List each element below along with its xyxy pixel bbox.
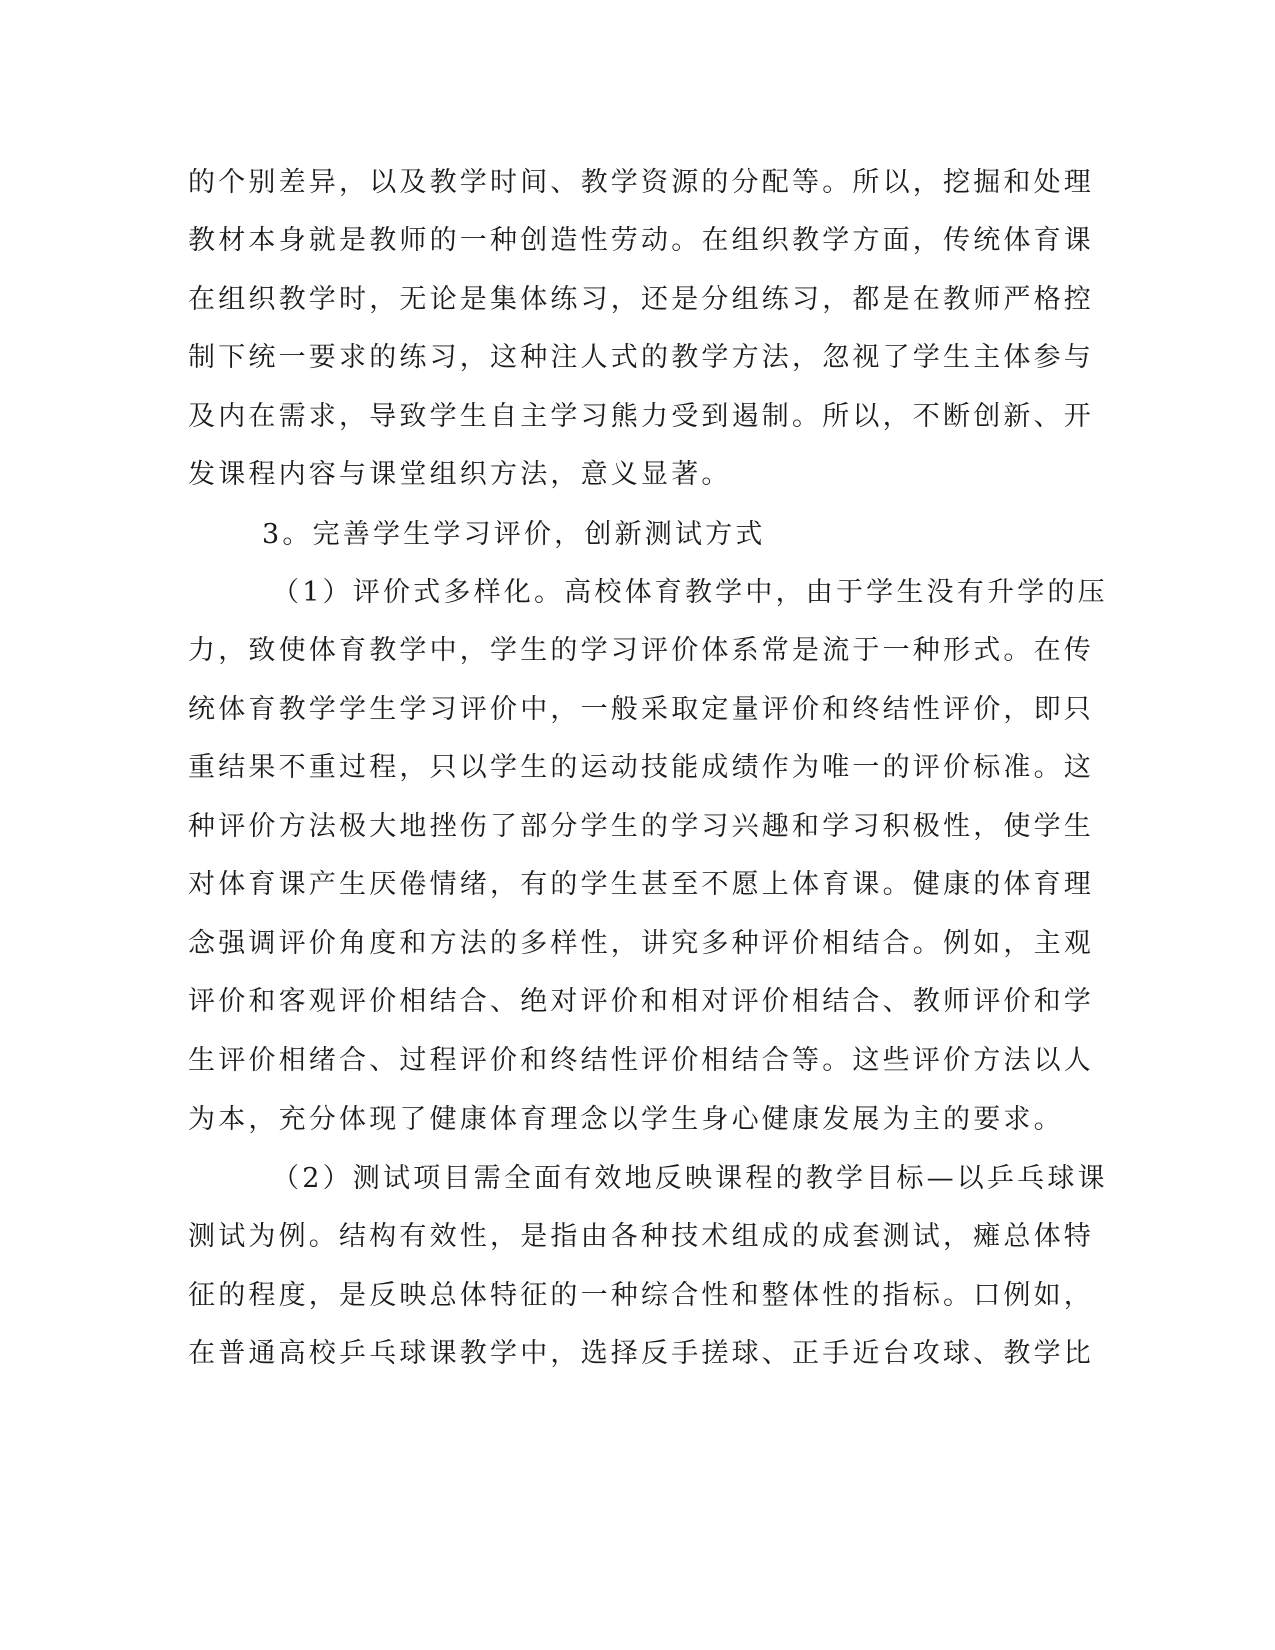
section-heading: 3。完善学生学习评价，创新测试方式 <box>262 519 766 550</box>
text-line: 种评价方法极大地挫伤了部分学生的学习兴趣和学习积极性，使学生 <box>188 811 1094 842</box>
text-line: （2）测试项目需全面有效地反映课程的教学目标—以乒乓球课 <box>272 1163 1108 1194</box>
text-line: 及内在需求，导致学生自主学习熊力受到遏制。所以，不断创新、开 <box>188 401 1094 432</box>
text-line: 制下统一要求的练习，这种注人式的教学方法，忽视了学生主体参与 <box>188 342 1094 373</box>
text-line: 念强调评价角度和方法的多样性，讲究多种评价相结合。例如，主观 <box>188 928 1094 959</box>
text-line: 对体育课产生厌倦情绪，有的学生甚至不愿上体育课。健康的体育理 <box>188 869 1094 900</box>
text-line: 统体育教学学生学习评价中，一般采取定量评价和终结性评价，即只 <box>188 694 1094 725</box>
text-line: 评价和客观评价相结合、绝对评价和相对评价相结合、教师评价和学 <box>188 986 1094 1017</box>
text-line: 为本，充分体现了健康体育理念以学生身心健康发展为主的要求。 <box>188 1104 1064 1135</box>
text-line: 发课程内容与课堂组织方法，意义显著。 <box>188 459 732 490</box>
text-line: 在普通高校乒乓球课教学中，选择反手搓球、正手近台攻球、教学比 <box>188 1338 1094 1369</box>
text-line: 力，致使体育教学中，学生的学习评价体系常是流于一种形式。在传 <box>188 635 1094 666</box>
text-line: （1）评价式多样化。高校体育教学中，由于学生没有升学的压 <box>272 577 1108 608</box>
text-line: 生评价相绪合、过程评价和终结性评价相结合等。这些评价方法以人 <box>188 1045 1094 1076</box>
text-line: 在组织教学时，无论是集体练习，还是分组练习，都是在教师严格控 <box>188 284 1094 315</box>
text-line: 教材本身就是教师的一种创造性劳动。在组织教学方面，传统体育课 <box>188 225 1094 256</box>
text-line: 重结果不重过程，只以学生的运动技能成绩作为唯一的评价标准。这 <box>188 752 1094 783</box>
text-line: 的个别差异，以及教学时间、教学资源的分配等。所以，挖掘和处理 <box>188 167 1094 198</box>
text-line: 测试为例。结构有效性，是指由各种技术组成的成套测试，瘫总体特 <box>188 1221 1094 1252</box>
text-line: 征的程度，是反映总体特征的一种综合性和整体性的指标。口例如， <box>188 1280 1094 1311</box>
